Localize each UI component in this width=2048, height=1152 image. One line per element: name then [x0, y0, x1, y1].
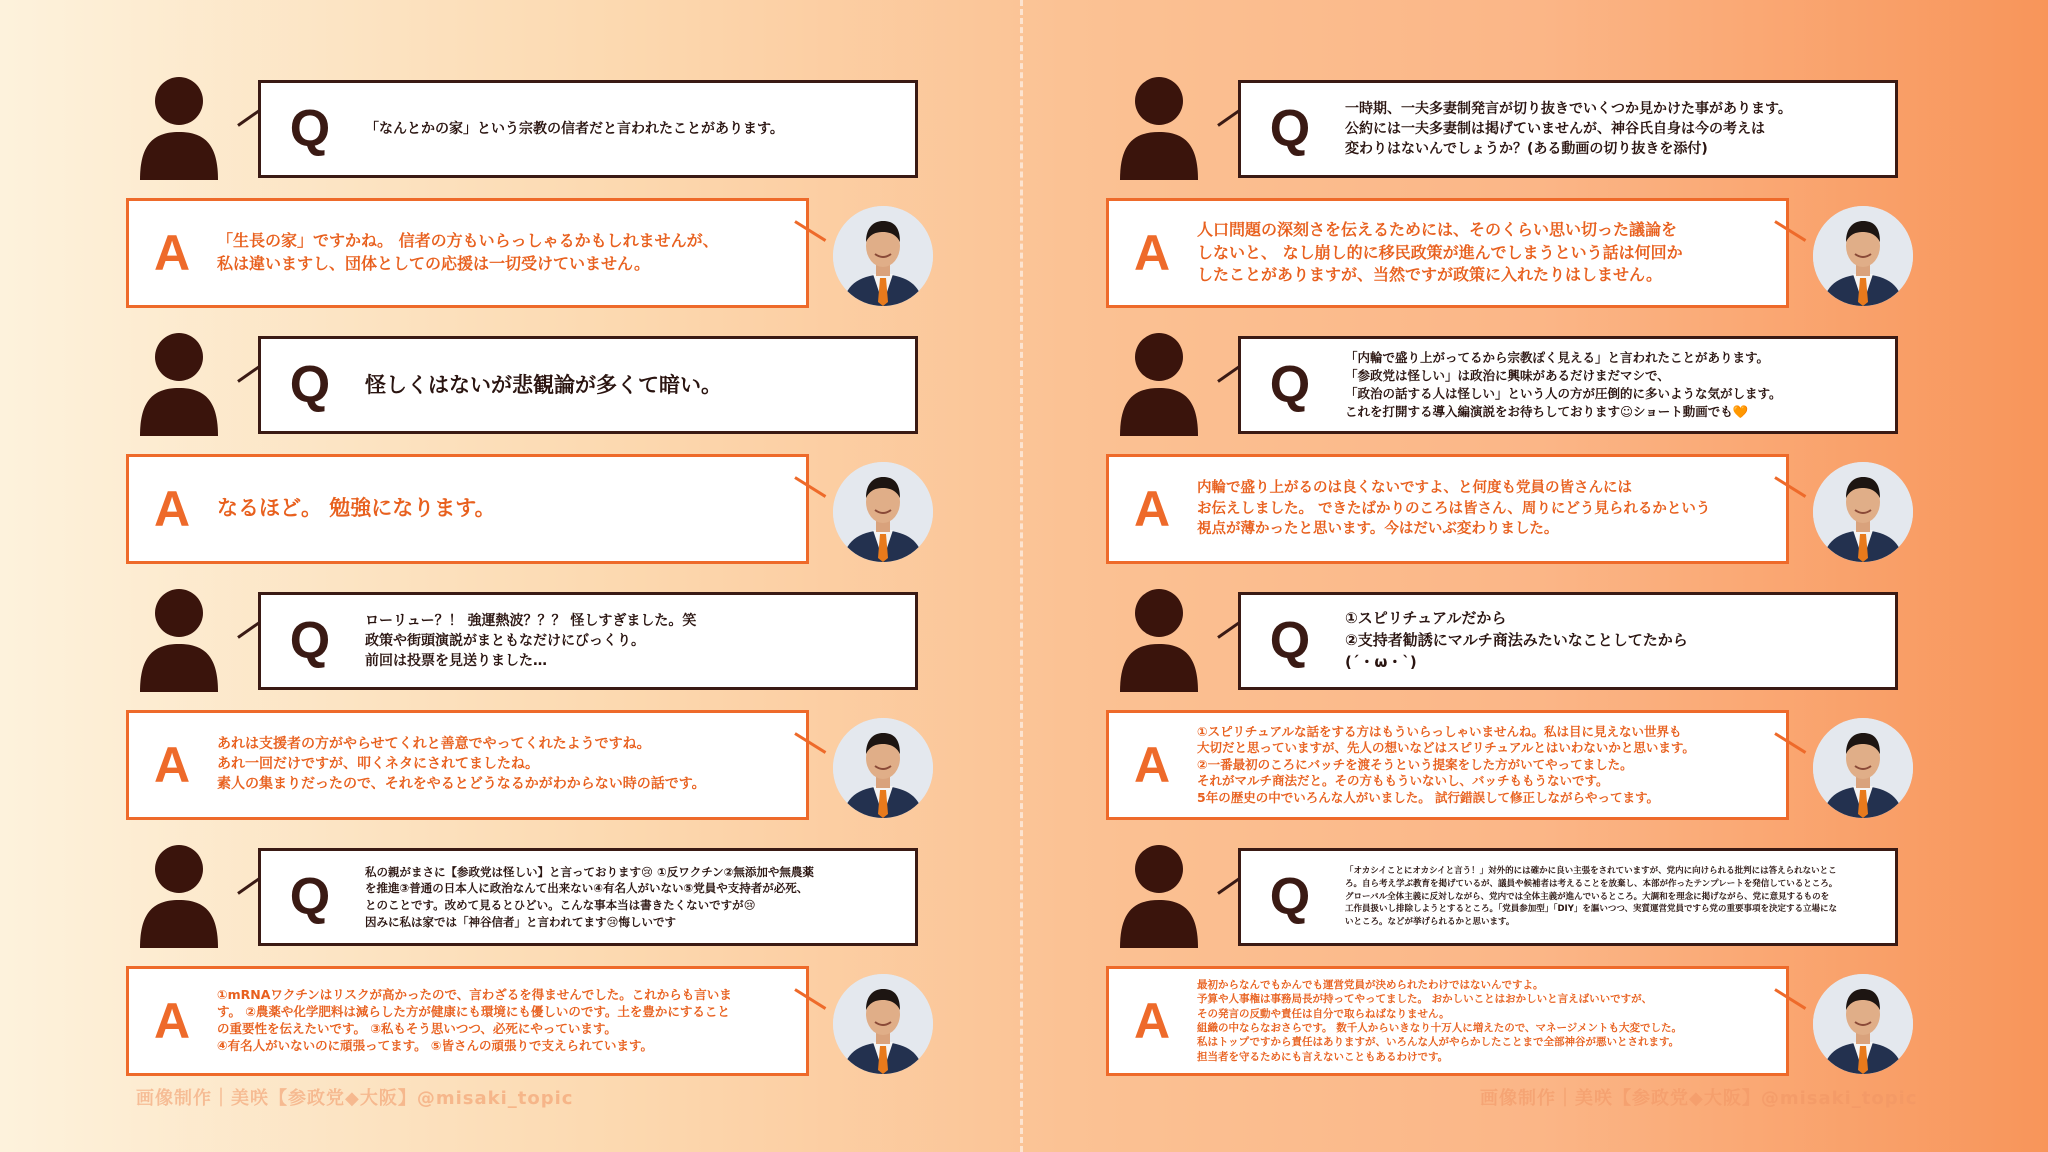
question-mark: Q: [289, 100, 331, 158]
speaker-portrait-icon: [1813, 462, 1913, 562]
answer-text: 最初からなんでもかんでも運営党員が決められたわけではないんですよ。 予算や人事権は事務局長が持ってやってました。 おかしいことはおかしいと言えばいいですが、 その発言の反動や責任は自分で取らねばなりません。 組織の中ならなおさらです。 数千人からいきなり十万人に増えたので、マネージメントも大変でした。 私はトップですから責任はありますが、いろんな人がやらかしたことまで全部神谷が悪いとされます。 担当者を守るためにも言えないこともあるわけです。: [1197, 978, 1682, 1063]
answer-mark: A: [153, 993, 191, 1049]
question-text: 一時期、一夫多妻制発言が切り抜きでいくつか見かけた事があります。 公約には一夫多妻制は掲げていませんが、神谷氏自身は今の考えは 変わりはないんでしょうか？(ある動画の切り抜きを添付): [1345, 100, 1792, 158]
answer-mark: A: [153, 481, 191, 537]
question-text: ローリュー？！ 強運熱波？？？ 怪しすぎました。笑 政策や街頭演説がまともなだけにびっくり。 前回は投票を見送りました…: [365, 612, 697, 670]
question-mark: Q: [1269, 868, 1311, 926]
answer-box: [1106, 454, 1789, 564]
question-text: 怪しくはないが悲観論が多くて暗い。: [365, 372, 722, 397]
question-box: [258, 80, 918, 178]
answer-mark: A: [1133, 225, 1171, 281]
credit-text: 画像制作｜美咲【参政党◆大阪】@misaki_topic: [1480, 1088, 1918, 1109]
question-box: [1238, 80, 1898, 178]
question-box: [258, 336, 918, 434]
speaker-portrait-icon: [1813, 974, 1913, 1074]
answer-box: [126, 966, 809, 1076]
speaker-portrait-icon: [833, 462, 933, 562]
credit-text: 画像制作｜美咲【参政党◆大阪】@misaki_topic: [136, 1088, 574, 1109]
answer-text: あれは支援者の方がやらせてくれと善意でやってくれたようですね。 あれ一回だけですが、叩くネタにされてましたね。 素人の集まりだったので、それをやるとどうなるかがわからない時の話です。: [217, 736, 706, 792]
question-mark: Q: [1269, 100, 1311, 158]
question-mark: Q: [289, 868, 331, 926]
answer-text: 内輪で盛り上がるのは良くないですよ、と何度も党員の皆さんには お伝えしました。 できたばかりのころは皆さん、周りにどう見られるかという 視点が薄かったと思います。今はだいぶ変わりました。: [1197, 480, 1711, 538]
answer-box: [1106, 966, 1789, 1076]
question-mark: Q: [289, 356, 331, 414]
question-mark: Q: [1269, 356, 1311, 414]
answer-text: 「生長の家」ですかね。 信者の方もいらっしゃるかもしれませんが、 私は違いますし、団体としての応援は一切受けていません。: [217, 231, 719, 273]
answer-text: ①スピリチュアルな話をする方はもういらっしゃいませんね。私は目に見えない世界も 大切だと思っていますが、先人の想いなどはスピリチュアルとはいわないかと思います。 ②一番最初のころにバッチを渡そうという提案をした方がいてやってました。 それがマルチ商法だと。その方ももういないし、バッチももうないです。 5年の歴史の中でいろんな人がいました。 試行錯誤して修正しながらやってます。: [1197, 723, 1695, 805]
answer-mark: A: [1133, 737, 1171, 793]
answer-mark: A: [1133, 993, 1171, 1049]
speaker-portrait-icon: [833, 718, 933, 818]
answer-mark: A: [153, 225, 191, 281]
speaker-portrait-icon: [1813, 206, 1913, 306]
question-box: [258, 848, 918, 946]
speaker-portrait-icon: [1813, 718, 1913, 818]
page-divider: [1020, 0, 1023, 1152]
answer-text: ①mRNAワクチンはリスクが高かったので、言わざるを得ませんでした。これからも言いま す。 ②農薬や化学肥料は減らした方が健康にも環境にも優しいのです。土を豊かにすること の重要性を伝えたいです。 ③私もそう思いつつ、必死にやっています。 ④有名人がいないのに頑張ってます。 ⑤皆さんの頑張りで支えられています。: [217, 987, 732, 1053]
question-mark: Q: [289, 612, 331, 670]
question-box: [1238, 336, 1898, 434]
question-box: [258, 592, 918, 690]
question-text: 「なんとかの家」という宗教の信者だと言われたことがあります。: [365, 120, 784, 137]
question-text: 「オカシイことにオカシイと言う！」対外的には確かに良い主張をされていますが、党内に向けられる批判には答えられないとこ ろ。自ら考え学ぶ教育を掲げているが、議員や候補者は考えることを放棄し、本部が作ったテンプレートを発信しているところ。 グローバル全体主義に反対しながら、党内では全体主義が進んでいるところ。大調和を理念に掲げながら、党に意見するものを 工作員扱いし排除しようとするところ。「党員参加型」「DIY」を謳いつつ、実質運営党員ですら党の重要事項を決定する立場にな いところ。などが挙げられるかと思います。: [1345, 866, 1838, 928]
answer-text: なるほど。 勉強になります。: [217, 496, 496, 521]
answer-text: 人口問題の深刻さを伝えるためには、そのくらい思い切った議論を しないと、 なし崩し的に移民政策が進んでしまうという話は何回か したことがありますが、当然ですが政策に入れたりはしません。: [1197, 219, 1683, 285]
question-box: [1238, 592, 1898, 690]
speaker-portrait-icon: [833, 974, 933, 1074]
speaker-portrait-icon: [833, 206, 933, 306]
question-text: 私の親がまさに【参政党は怪しい】と言っております😢 ①反ワクチン②無添加や無農薬 を推進③普通の日本人に政治なんて出来ない④有名人がいない⑤党員や支持者が必死、 とのことです。改めて見るとひどい。こんな事本当は書きたくないですが😢 因みに私は家では「神谷信者」と言われてます😢悔しいです: [365, 864, 814, 929]
answer-box: [126, 198, 809, 308]
user-avatar-icon: [138, 588, 220, 692]
user-avatar-icon: [138, 332, 220, 436]
user-avatar-icon: [1118, 588, 1200, 692]
answer-box: [1106, 198, 1789, 308]
answer-mark: A: [1133, 481, 1171, 537]
question-text: ①スピリチュアルだから ②支持者勧誘にマルチ商法みたいなことしてたから (´・ω・`): [1345, 609, 1688, 671]
answer-mark: A: [153, 737, 191, 793]
answer-box: [1106, 710, 1789, 820]
question-text: 「内輪で盛り上がってるから宗教ぽく見える」と言われたことがあります。 「参政党は怪しい」は政治に興味があるだけまだマシで、 「政治の話する人は怪しい」という人の方が圧倒的に多いような気がします。 これを打開する導入編演説をお待ちしております☺ショート動画でも🧡: [1345, 349, 1782, 420]
user-avatar-icon: [138, 844, 220, 948]
question-box: [1238, 848, 1898, 946]
user-avatar-icon: [138, 76, 220, 180]
user-avatar-icon: [1118, 844, 1200, 948]
answer-box: [126, 454, 809, 564]
question-mark: Q: [1269, 612, 1311, 670]
user-avatar-icon: [1118, 332, 1200, 436]
user-avatar-icon: [1118, 76, 1200, 180]
answer-box: [126, 710, 809, 820]
